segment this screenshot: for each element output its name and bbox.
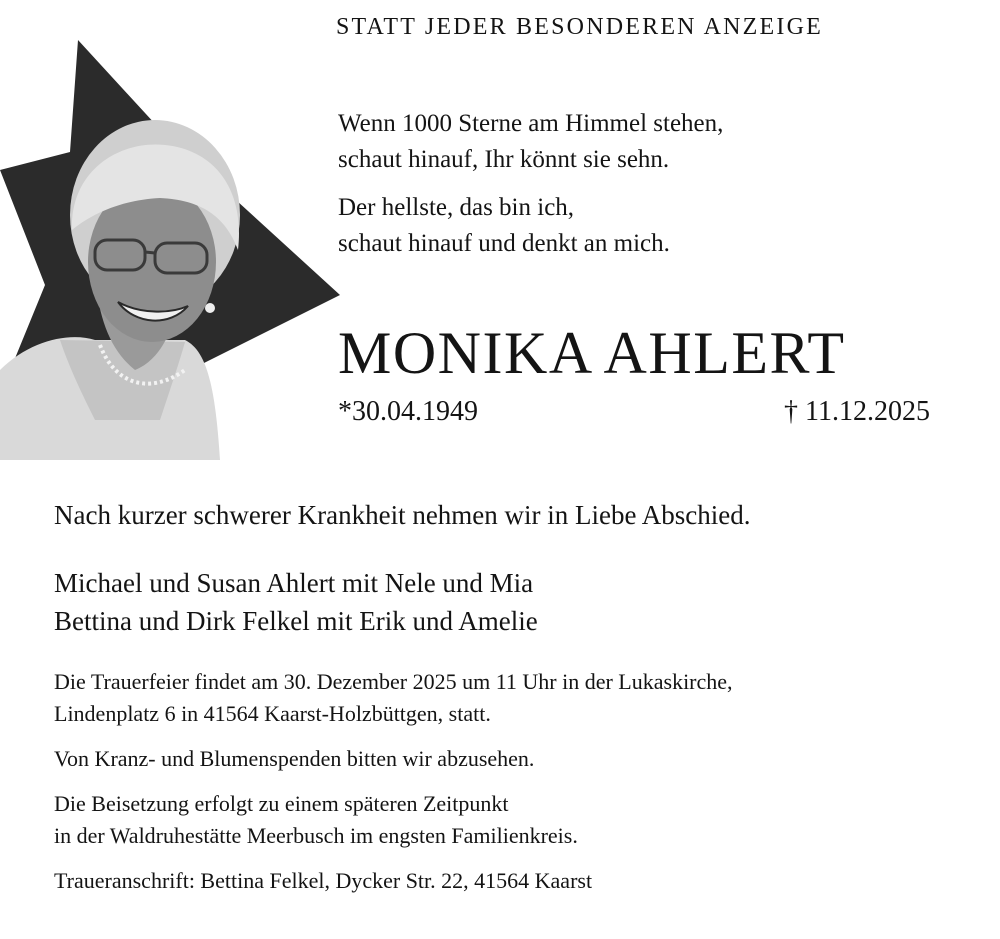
farewell-statement: Nach kurzer schwerer Krankheit nehmen wir in Liebe Abschied. — [54, 500, 751, 530]
detail-line: Von Kranz- und Blumenspenden bitten wir abzusehen. — [54, 746, 535, 771]
poem-line: Der hellste, das bin ich, — [338, 194, 575, 221]
mourner-family: Bettina und Dirk Felkel mit Erik und Amelie — [54, 606, 538, 636]
poem-stanza — [338, 106, 723, 178]
flowers-note — [54, 743, 733, 775]
detail-line: Die Trauerfeier findet am 30. Dezember 2025 um 11 Uhr in der Lukaskirche, — [54, 669, 733, 694]
mourning-address — [54, 865, 733, 897]
star-portrait — [0, 40, 340, 465]
deceased-name: MONIKA AHLERT — [338, 320, 846, 386]
detail-line: Die Beisetzung erfolgt zu einem späteren Zeitpunkt — [54, 791, 509, 816]
detail-line: Traueranschrift: Bettina Felkel, Dycker Str. 22, 41564 Kaarst — [54, 868, 593, 893]
death-date: † 11.12.2025 — [784, 396, 930, 427]
notice-headline: STATT JEDER BESONDEREN ANZEIGE — [336, 14, 823, 40]
poem-line: schaut hinauf, Ihr könnt sie sehn. — [338, 146, 670, 173]
detail-line: in der Waldruhestätte Meerbusch im engsten Familienkreis. — [54, 823, 578, 848]
poem — [338, 106, 723, 274]
mourners-list — [54, 564, 538, 640]
poem-stanza — [338, 190, 723, 262]
detail-line: Lindenplatz 6 in 41564 Kaarst-Holzbüttgen, statt. — [54, 701, 491, 726]
mourner-family: Michael und Susan Ahlert mit Nele und Mia — [54, 568, 534, 598]
service-info — [54, 666, 733, 730]
birth-date: *30.04.1949 — [338, 396, 478, 427]
poem-line: Wenn 1000 Sterne am Himmel stehen, — [338, 110, 724, 137]
funeral-details — [54, 666, 733, 910]
poem-line: schaut hinauf und denkt an mich. — [338, 230, 670, 257]
burial-info — [54, 788, 733, 852]
